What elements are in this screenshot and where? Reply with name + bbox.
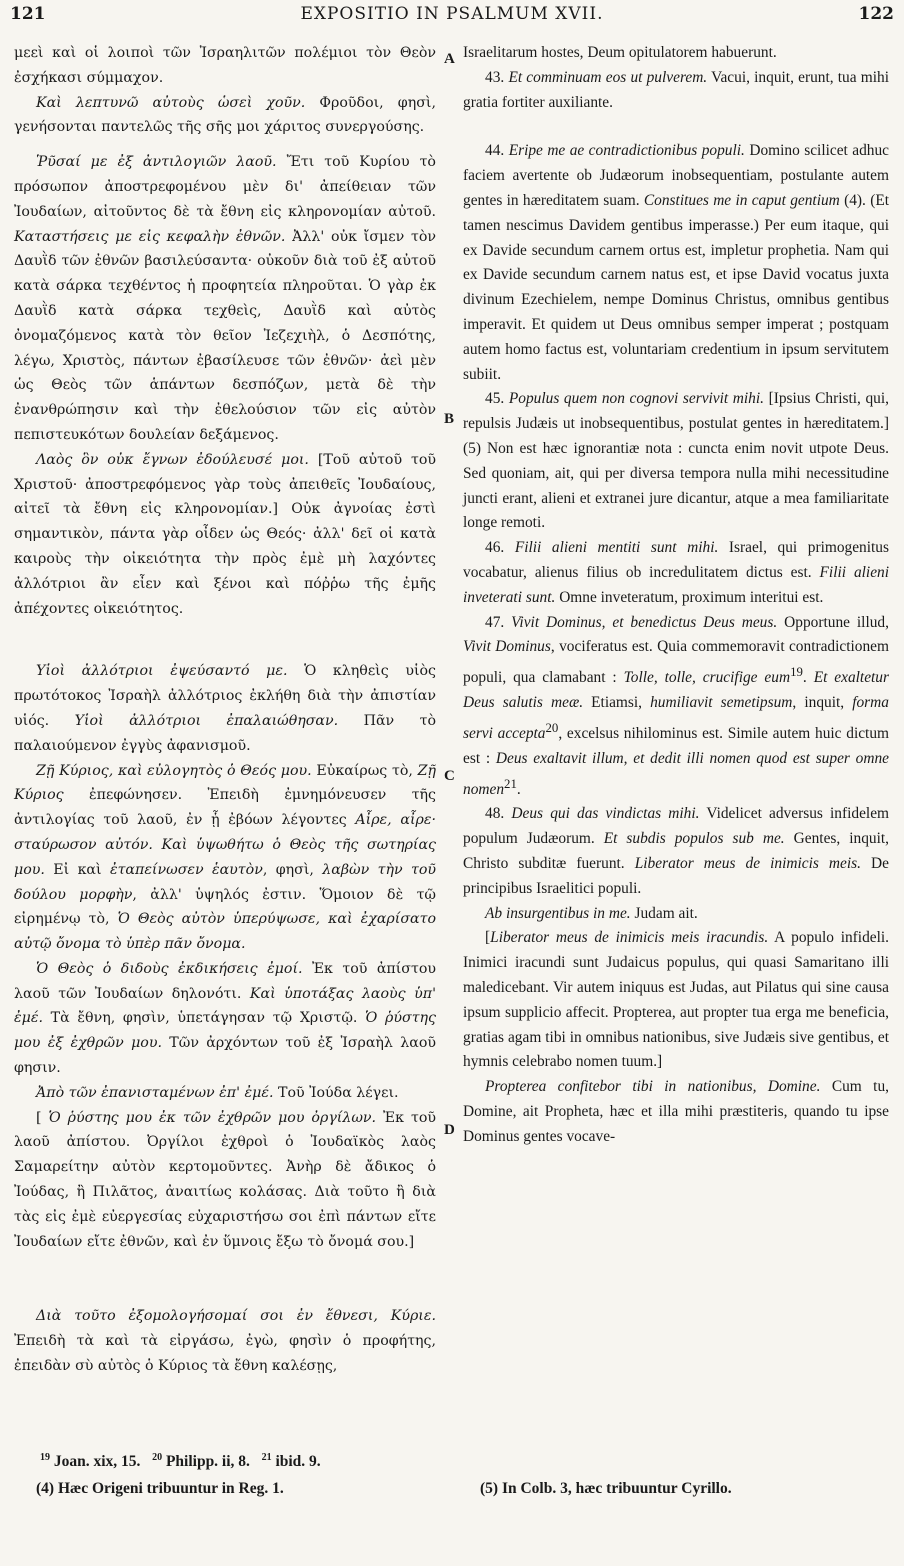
latin-lemma: Propterea confitebor tibi in nationibus, Domine. xyxy=(485,1078,821,1096)
latin-paragraph-5 xyxy=(463,536,889,610)
greek-paragraph-7 xyxy=(14,957,436,1081)
greek-lemma: λαβὼν τὴν τοῦ δούλου μορφὴν xyxy=(14,861,436,903)
latin-lemma: Et exaltetur Deus salutis meæ. xyxy=(463,669,889,712)
greek-paragraph-9 xyxy=(14,1106,436,1255)
latin-text: . xyxy=(516,780,521,798)
greek-lemma: Ὁ ῥύστης μου ἐκ τῶν ἐχθρῶν μου ὀργίλων. xyxy=(48,1109,377,1126)
latin-lemma: humiliavit semetipsum xyxy=(650,694,793,712)
latin-text: , excelsus nihilominus est. Simile autem huic dictum est : xyxy=(463,724,889,767)
latin-text: Domino scilicet adhuc faciem avertente ob Judæorum inobsequentiam, postulante autem gentes in hæreditatem suam. xyxy=(463,142,889,209)
greek-paragraph-10 xyxy=(14,1304,436,1378)
latin-text: . xyxy=(802,669,814,687)
greek-text: Τὰ ἔθνη, φησὶν, ὑπετάγησαν τῷ Χριστῷ. xyxy=(42,1010,366,1027)
footnote-4: (4) Hæc Origeni tribuuntur in Reg. 1. xyxy=(36,1480,284,1497)
greek-text: Ἐπειδὴ τὰ καὶ τὰ εἰργάσω, ἐγὼ, φησὶν ὁ προφήτης, ἐπειδὰν σὺ αὐτὸς ὁ Κύριος τὰ ἔθνη καλέσῃς, xyxy=(14,1333,436,1375)
greek-lemma: Ἀπὸ τῶν ἐπανισταμένων ἐπ' ἐμέ. xyxy=(36,1084,274,1101)
latin-text: Vacui, inquit, erunt, tua mihi gratia fortiter auxiliante. xyxy=(463,68,889,111)
latin-text: Cum tu, Domine, ait Propheta, hæc et illa mihi præstiteris, quando tu ipse Dominus gentes vocave- xyxy=(463,1078,889,1145)
greek-text: [Τοῦ αὐτοῦ τοῦ Χριστοῦ· ἀποστρεφόμενος γὰρ τοὺς ἀπειθεῖς Ἰουδαίους, αἰτεῖ τὰ ἔθνη εἰς κληρονομίαν.] Οὐκ ἀγνοίας ἐστὶ σημαντικὸν, πάντα γὰρ οἶδεν ὡς Θεός· ἀλλ' δεῖ οἱ κατὰ καιροὺς τὴν οἰκειότητα τὴν πρὸς ἐμὲ μὴ λαχόντες ἀλλότριοι ἂν εἶεν καὶ ξένοι καὶ πόῤῥω τῆς ἐμῆς ἀπέχοντες οἰκειότητος. xyxy=(14,451,436,617)
footnote-refs xyxy=(40,1446,460,1474)
greek-paragraph-2 xyxy=(14,91,436,141)
latin-text: Videlicet adversus infidelem populum Judæorum. xyxy=(463,805,890,848)
latin-text: A populo infideli. Inimici iracundi sunt Judaicus populus, qui quasi Samaritano illi maledicebant. Vir autem iniquus est Judas, aut Pilatus qui sine causa ipsum supplicio affecit. Propterea, aut propter tua erga me beneficia, gratias agam tibi in omnibus nationibus, sive Judæis sive gentibus, et hymnis celebrabo nomen tuum.] xyxy=(463,929,889,1071)
page-title: EXPOSITIO IN PSALMUM XVII. xyxy=(300,4,604,24)
footnote-ref: 19 xyxy=(790,665,803,680)
latin-paragraph-6 xyxy=(463,611,889,803)
greek-lemma: Λαὸς ὃν οὐκ ἔγνων ἐδούλευσέ μοι. xyxy=(36,451,309,468)
greek-paragraph-4 xyxy=(14,448,436,622)
latin-lemma: Et subdis populos sub me. xyxy=(603,830,785,848)
greek-paragraph-1 xyxy=(14,41,436,91)
latin-lemma: Ab insurgentibus in me. xyxy=(485,904,631,922)
greek-lemma: Διὰ τοῦτο ἐξομολογήσομαί σοι ἐν ἔθνεσι, Κύριε. xyxy=(36,1308,436,1325)
footnote-ref: 21 xyxy=(504,776,517,791)
signature-d: D xyxy=(444,1122,455,1138)
greek-lemma: Ῥῦσαί με ἐξ ἀντιλογιῶν λαοῦ. xyxy=(36,154,277,171)
latin-text: Etiamsi, xyxy=(583,694,651,712)
latin-paragraph-9 xyxy=(463,926,889,1075)
footnote-item xyxy=(262,1453,321,1470)
greek-lemma: Υἱοὶ ἀλλότριοι ἐπαλαιώθησαν. xyxy=(74,712,339,729)
page-number-right: 122 xyxy=(858,4,894,24)
latin-lemma: Liberator meus de inimicis meis iracundis. xyxy=(490,929,769,947)
footnote-number: 21 xyxy=(261,1452,272,1463)
latin-paragraph-10 xyxy=(463,1075,889,1149)
greek-text: Πᾶν τὸ παλαιούμενον ἐγγὺς ἀφανισμοῦ. xyxy=(14,712,436,754)
latin-paragraph-7 xyxy=(463,802,889,901)
signature-a: A xyxy=(444,51,455,67)
latin-text: , vociferatus est. Quia commemoravit contradictionem populi, qua clamabant : xyxy=(463,638,889,687)
latin-lemma: Deus exaltavit illum, et dedit illi nomen quod est super omne nomen xyxy=(463,749,889,798)
latin-text: De principibus Israelitici populi. xyxy=(463,855,889,897)
latin-paragraph-2 xyxy=(463,66,889,116)
verse-number: 48. xyxy=(485,805,512,823)
running-header xyxy=(10,4,894,34)
latin-text: (4). (Et tamen nescimus Davidem gentibus imperasse.) Per eum itaque, qui ex Davide secundum carnem ortus est, impletur prophetia. Nam qui ex Davide secundum carnem natus est, et ipse David vocatus juxta divinum Ezechielem, nempe Dominus Christus, omnibus gentibus imperavit. Et quidem ut Deus omnibus semper imperat ; postquam autem homo factus est, voluntariam credentium in ipsum servitutem subiit. xyxy=(463,191,889,383)
greek-lemma: Υἱοὶ ἀλλότριοι ἐψεύσαντό με. xyxy=(36,663,288,680)
greek-text: Ἐκ τοῦ ἀπίστου λαοῦ τῶν Ἰουδαίων δηλονότι. xyxy=(14,960,436,1002)
footnote-number: 19 xyxy=(40,1452,50,1463)
footnote-item xyxy=(152,1453,250,1470)
bracket-open: [ xyxy=(36,1109,42,1126)
latin-lemma: Constitues me in caput gentium xyxy=(643,191,840,209)
verse-number: 44. xyxy=(485,142,509,160)
greek-text: Εὐκαίρως τὸ, xyxy=(311,762,418,779)
verse-number: 47. xyxy=(485,613,512,631)
greek-text: , ἀλλ' ὑψηλός ἐστιν. Ὅμοιον δὲ τῷ εἰρημένῳ τὸ, xyxy=(14,886,436,928)
greek-text: ἐπεφώνησεν. Ἐπειδὴ ἐμνημόνευσεν τῆς ἀντιλογίας τοῦ λαοῦ, ἐν ᾗ ἐβόων λέγοντες xyxy=(14,787,436,829)
latin-text: Gentes, inquit, Christo subditæ fuerunt. xyxy=(463,830,890,873)
greek-text: Ἀλλ' οὐκ ἴσμεν τὸν Δαυῒδ τῶν ἐθνῶν βασιλεύσαντα· οὐκοῦν διὰ τοῦ ἐξ αὐτοῦ κατὰ σάρκα τεχθέντος ἡ προφητεία πληροῦται. Ὁ γὰρ ἐκ Δαυῒδ κατὰ σάρκα τεχθεὶς, Δαυῒδ καὶ αὐτὸς ὀνομαζόμενος κατὰ τὸν θεῖον Ἰεζεχιὴλ, ὁ Δεσπότης, λέγω, Χριστὸς, πάντων ἐβασίλευσε τῶν ἐθνῶν· ἀεὶ μὲν ὡς Θεὸς τῶν ἁπάντων δεσπόζων, μετὰ δὲ τὴν ἐνανθρώπησιν καὶ τὴν ἐθελούσιον τῶν εἰς αὐτὸν πεπιστευκότων δουλείαν δεξάμενος. xyxy=(14,228,436,443)
greek-text: Φροῦδοι, φησὶ, γενήσονται παντελῶς τῆς σῆς μοι χάριτος συνεργούσης. xyxy=(14,94,436,136)
greek-lemma: Καὶ λεπτυνῶ αὐτοὺς ὡσεὶ χοῦν. xyxy=(36,94,306,111)
greek-text: , φησὶ, xyxy=(262,861,323,878)
latin-lemma: Vivit Dominus, et benedictus Deus meus. xyxy=(511,613,778,631)
greek-paragraph-3 xyxy=(14,150,436,448)
latin-column xyxy=(463,41,889,1150)
latin-text: Israel, qui primogenitus vocabatur, alienus filius ob incredulitatem dictus est. xyxy=(463,539,889,581)
footnote-number: 20 xyxy=(152,1452,163,1463)
verse-number: 43. xyxy=(485,68,509,86)
greek-lemma: Ὁ ῥύστης μου ἐξ ἐχθρῶν μου. xyxy=(14,1010,436,1052)
latin-lemma: Filii alieni inveterati sunt. xyxy=(463,563,890,606)
latin-lemma: forma servi accepta xyxy=(463,694,889,742)
greek-text: Ἐκ τοῦ λαοῦ ἀπίστου. Ὀργίλοι ἐχθροὶ ὁ Ἰουδαϊκὸς λαὸς Σαμαρείτην αὐτὸν κερτομοῦντες. Ἀνὴρ δὲ ἄδικος ὁ Ἰούδας, ἢ Πιλᾶτος, ἀναιτίως κολάσας. Διὰ τοῦτο ἢ διὰ τὰς εἰς ἐμὲ εὐεργεσίας εὐχαριστήσω σοι ἐπὶ πάντων εἴτε Ἰουδαίων εἴτε ἐθνῶν, καὶ ἐν ὕμνοις ἔξω τὸ ὄνομά σου.] xyxy=(14,1109,436,1250)
latin-paragraph-4 xyxy=(463,387,889,536)
greek-text: Ἔτι τοῦ Κυρίου τὸ πρόσωπον ἀποστρεφομένου μὲν δι' ἀπείθειαν τῶν Ἰουδαίων, αἰτοῦντος δὲ τὰ ἔθνη εἰς κληρονομίαν αὐτοῦ. xyxy=(14,154,436,220)
latin-paragraph-3 xyxy=(463,139,889,387)
latin-lemma: Tolle, tolle, crucifige eum xyxy=(623,669,791,687)
greek-text: Εἰ καὶ xyxy=(44,861,110,878)
signature-c: C xyxy=(444,768,455,784)
latin-text: Omne inveteratum, proximum interitui est. xyxy=(555,588,824,606)
greek-paragraph-5 xyxy=(14,659,436,758)
verse-number: 45. xyxy=(485,390,509,408)
footnote-5: (5) In Colb. 3, hæc tribuuntur Cyrillo. xyxy=(480,1480,732,1497)
latin-lemma: Liberator meus de inimicis meis. xyxy=(634,855,861,873)
latin-text: Israelitarum hostes, Deum opitulatorem habuerunt. xyxy=(463,44,777,61)
greek-paragraph-8 xyxy=(14,1081,436,1106)
latin-lemma: Deus qui das vindictas mihi. xyxy=(511,805,700,823)
greek-lemma: Ὁ Θεὸς αὐτὸν ὑπερύψωσε, καὶ ἐχαρίσατο αὐτῷ ὄνομα τὸ ὑπὲρ πᾶν ὄνομα. xyxy=(14,911,436,953)
greek-text: Ὁ κληθεὶς υἱὸς πρωτότοκος Ἰσραὴλ ἀλλότριος ἐκλήθη διὰ τὴν ἀπιστίαν υἱός. xyxy=(14,663,436,729)
latin-lemma: Et comminuam eos ut pulverem. xyxy=(508,68,708,86)
bracket-open: [ xyxy=(485,929,491,947)
greek-lemma: Καταστήσεις με εἰς κεφαλὴν ἐθνῶν. xyxy=(14,228,286,245)
latin-text: Judam ait. xyxy=(630,904,698,922)
footnote-text: Philipp. ii, 8. xyxy=(162,1453,250,1471)
footnote-text: Joan. xix, 15. xyxy=(50,1453,141,1471)
page-number-left: 121 xyxy=(10,4,46,24)
greek-lemma: Ὁ Θεὸς ὁ διδοὺς ἐκδικήσεις ἐμοί. xyxy=(36,960,303,977)
greek-paragraph-6 xyxy=(14,759,436,957)
latin-paragraph-8 xyxy=(463,902,889,927)
latin-text: , inquit, xyxy=(792,694,853,712)
footnote-text: ibid. 9. xyxy=(271,1453,321,1471)
latin-text: Opportune illud, xyxy=(777,613,889,631)
greek-column xyxy=(14,41,436,1379)
greek-text: Τοῦ Ἰούδα λέγει. xyxy=(273,1084,399,1101)
latin-paragraph-1 xyxy=(463,41,889,66)
footnote-ref: 20 xyxy=(545,720,559,735)
greek-lemma: Αἶρε, αἶρε· σταύρωσον αὐτόν. Καὶ ὑψωθήτω ὁ Θεὸς τῆς σωτηρίας μου. xyxy=(14,812,436,878)
latin-text: [Ipsius Christi, qui, repulsis Judæis ut inobsequentibus, postulat gentes in hæreditatem.] (5) Non est hæc ignorantiæ nota : cuncta enim novit utpote Deus. Sed quoniam, ait, qui per diversa tempora nulla mihi necessitudine juncti erant, alieni et extranei jure dicantur, atque a mea familiaritate longe remoti. xyxy=(463,390,889,532)
greek-lemma: Καὶ ὑποτάξας λαοὺς ὑπ' ἐμέ. xyxy=(14,985,436,1027)
latin-lemma: Populus quem non cognovi servivit mihi. xyxy=(508,390,764,408)
greek-text: Τῶν ἀρχόντων τοῦ ἐξ Ἰσραὴλ λαοῦ φησιν. xyxy=(14,1035,436,1077)
verse-number: 46. xyxy=(485,539,515,557)
signature-b: B xyxy=(444,411,455,427)
greek-text: μεεὶ καὶ οἱ λοιποὶ τῶν Ἰσραηλιτῶν πολέμιοι τὸν Θεὸν ἐσχήκασι σύμμαχον. xyxy=(14,45,436,86)
greek-lemma: ἐταπείνωσεν ἑαυτὸν xyxy=(109,861,263,878)
footnote-item xyxy=(40,1453,140,1470)
greek-lemma: Ζῇ Κύριος xyxy=(14,762,436,804)
latin-lemma: Filii alieni mentiti sunt mihi. xyxy=(514,539,719,557)
greek-lemma: Ζῇ Κύριος, καὶ εὐλογητὸς ὁ Θεός μου. xyxy=(36,762,312,779)
latin-lemma: Eripe me ae contradictionibus populi. xyxy=(508,142,745,160)
latin-lemma: Vivit Dominus xyxy=(463,638,551,656)
